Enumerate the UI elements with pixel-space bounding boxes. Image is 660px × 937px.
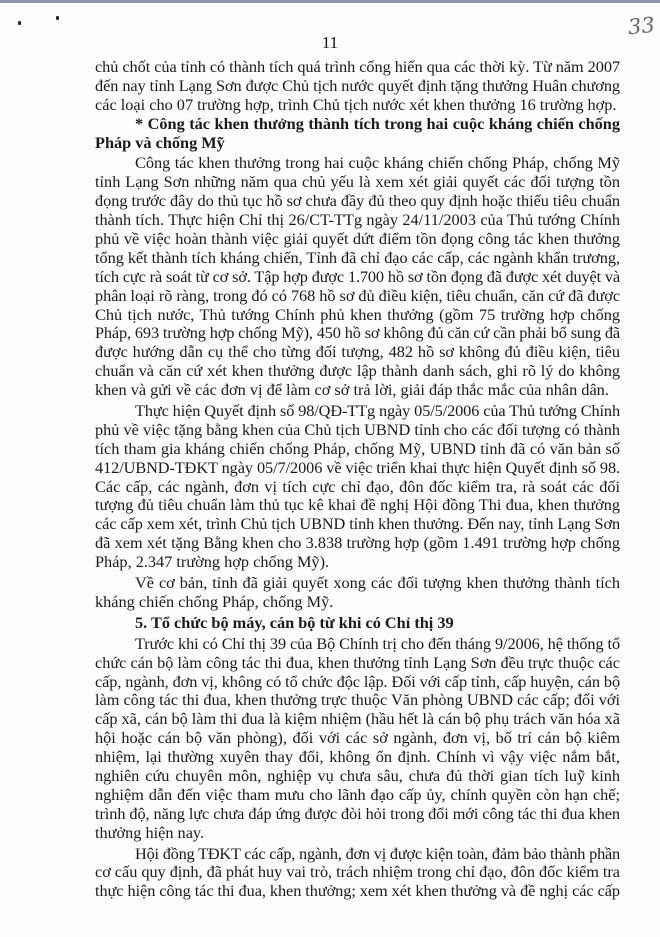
scan-speck — [56, 16, 59, 20]
text-line: phủ về việc hoàn thành việc giải quyết dứt điểm tồn đọng công tác khen thưởng — [95, 229, 620, 249]
text-line: Chủ tịch nước, Thủ tướng Chính phủ khen thưởng (gồm 75 trường hợp chống — [95, 304, 620, 324]
text-line: Công tác khen thưởng trong hai cuộc kháng chiến chống Pháp, chống Mỹ — [135, 153, 620, 173]
text-line: thành tích. Thực hiện Chỉ thị 26/CT-TTg ngày 24/11/2003 của Thủ tướng Chính — [95, 210, 620, 230]
text-line: Về cơ bản, tỉnh đã giải quyết xong các đối tượng khen thưởng thành tích — [135, 573, 620, 593]
text-line: phân loại rõ ràng, trong đó có 768 hồ sơ đủ điều kiện, tiêu chuẩn, căn cứ đã được — [95, 285, 621, 305]
text-line: các cấp xem xét, trình Chủ tịch UBND tỉnh khen thưởng. Đến nay, tỉnh Lạng Sơn — [95, 514, 621, 534]
text-line: cấp, ngành, đơn vị, không có tổ chức độc lập. Đối với cấp tỉnh, cấp huyện, cán bộ — [95, 671, 621, 691]
text-line: Pháp, 693 trường hợp chống Mỹ), 450 hồ sơ không đủ căn cứ cần phải bổ sung đã — [95, 323, 620, 343]
scan-speck — [18, 21, 21, 25]
text-line: tỉnh Lạng Sơn những năm qua chủ yếu là xem xét giải quyết các đối tượng tồn — [95, 172, 620, 192]
text-line: đọng trước đây do thủ tục hồ sơ chưa đầy đủ theo quy định hoặc thiếu tiêu chuẩn — [95, 191, 620, 211]
text-line: đến nay tỉnh Lạng Sơn được Chủ tịch nước quyết định tặng thưởng Huân chương — [95, 75, 620, 95]
text-line: 412/UBND-TĐKT ngày 05/7/2006 về việc triển khai thực hiện Quyết định số 98. — [95, 457, 621, 477]
text-line: Các cấp, các ngành, đơn vị tích cực chỉ đạo, đôn đốc kiểm tra, rà soát các đối — [95, 476, 620, 496]
scan-top-edge — [0, 0, 660, 3]
text-line: thực hiện công tác thi đua, khen thưởng; xem xét khen thưởng và đề nghị các cấp — [95, 881, 620, 901]
page-number: 11 — [321, 33, 339, 52]
text-line: Pháp, 2.347 trường hợp chống Mỹ). — [95, 552, 330, 572]
text-line: nhiệm, lại thường xuyên thay đổi, không ổn định. Chính vì vậy việc nắm bắt, — [95, 747, 620, 767]
text-line: tổng kết thành tích kháng chiến, Tỉnh đã chỉ đạo các cấp, các ngành khẩn trương, — [95, 247, 620, 267]
handwritten-page-number: 33 — [626, 12, 656, 40]
text-line: cấp xã, cán bộ làm thi đua là kiệm nhiệm (hầu hết là cán bộ phụ trách văn hóa xã — [95, 709, 620, 729]
text-line: Hội đồng TĐKT các cấp, ngành, đơn vị được kiện toàn, đảm bảo thành phần — [135, 843, 620, 863]
document-body — [95, 58, 620, 901]
text-line: kháng chiến chống Pháp, chống Mỹ. — [95, 591, 334, 611]
text-line: Thực hiện Quyết định số 98/QĐ-TTg ngày 05/5/2006 của Thủ tướng Chính — [135, 401, 620, 421]
text-line: hội hoặc cán bộ văn phòng), đối với các sở ngành, đơn vị, bố trí cán bộ kiêm — [95, 728, 620, 748]
text-line: chức cán bộ làm công tác thi đua, khen thưởng tỉnh Lạng Sơn đều trực thuộc các — [95, 652, 620, 672]
text-line: tượng đủ tiêu chuẩn làm thủ tục kê khai đề nghị Hội đồng Thi đua, khen thưởng — [95, 495, 620, 515]
text-line: thưởng hiện nay. — [95, 822, 205, 842]
section-heading: * Công tác khen thưởng thành tích trong hai cuộc kháng chiến chống — [135, 113, 620, 133]
text-line: trình độ, năng lực chưa đáp ứng được đòi hỏi trong đổi mới công tác thi đua khen — [95, 803, 620, 823]
text-line: tích tham gia kháng chiến chống Pháp, chống Mỹ, UBND tỉnh đã có văn bản số — [95, 438, 620, 458]
text-line: làm công tác thi đua, khen thưởng trực thuộc Văn phòng UBND các cấp; đối với — [95, 690, 620, 710]
text-line: Trước khi có Chỉ thị 39 của Bộ Chính trị cho đến tháng 9/2006, hệ thống tổ — [135, 633, 620, 653]
text-line: được hướng dẫn cụ thể cho từng đối tượng, 482 hồ sơ không đủ điều kiện, tiêu — [95, 342, 620, 362]
text-line: nghiệm dẫn đến việc tham mưu cho lãnh đạo cấp ủy, chính quyền còn hạn chế; — [95, 784, 620, 804]
text-line: chuẩn và căn cứ xét khen thưởng được lập thành danh sách, ghi rõ lý do không — [95, 361, 620, 381]
text-line: phủ về việc tặng bằng khen của Chủ tịch UBND tỉnh cho các đối tượng có thành — [95, 419, 620, 439]
text-line: chủ chốt của tỉnh có thành tích quá trình cống hiến qua các thời kỳ. Từ năm 2007 — [95, 57, 621, 76]
text-line: đã xem xét tặng Bằng khen cho 3.838 trường hợp (gồm 1.491 trường hợp chống — [95, 533, 620, 553]
text-line: cơ cấu quy định, đã phát huy vai trò, trách nhiệm trong chỉ đạo, đôn đốc kiểm tra — [95, 862, 620, 882]
section-heading: Pháp và chống Mỹ — [95, 132, 225, 152]
text-line: các loại cho 07 trường hợp, trình Chủ tịch nước xét khen thưởng 16 trường hợp. — [95, 94, 617, 114]
text-line: khen và gửi về các đơn vị để làm cơ sở trả lời, giải đáp thắc mắc của nhân dân. — [95, 380, 609, 400]
text-line: nghiên cứu chuyên môn, nghiệp vụ chưa sâu, chưa đủ thời gian tích luỹ kinh — [95, 765, 620, 785]
text-line: tích cực rà soát từ cơ sở. Tập hợp được 1.700 hồ sơ tồn đọng đã được xét duyệt và — [95, 266, 621, 286]
section-heading: 5. Tổ chức bộ máy, cán bộ từ khi có Chỉ thị 39 — [135, 612, 454, 632]
